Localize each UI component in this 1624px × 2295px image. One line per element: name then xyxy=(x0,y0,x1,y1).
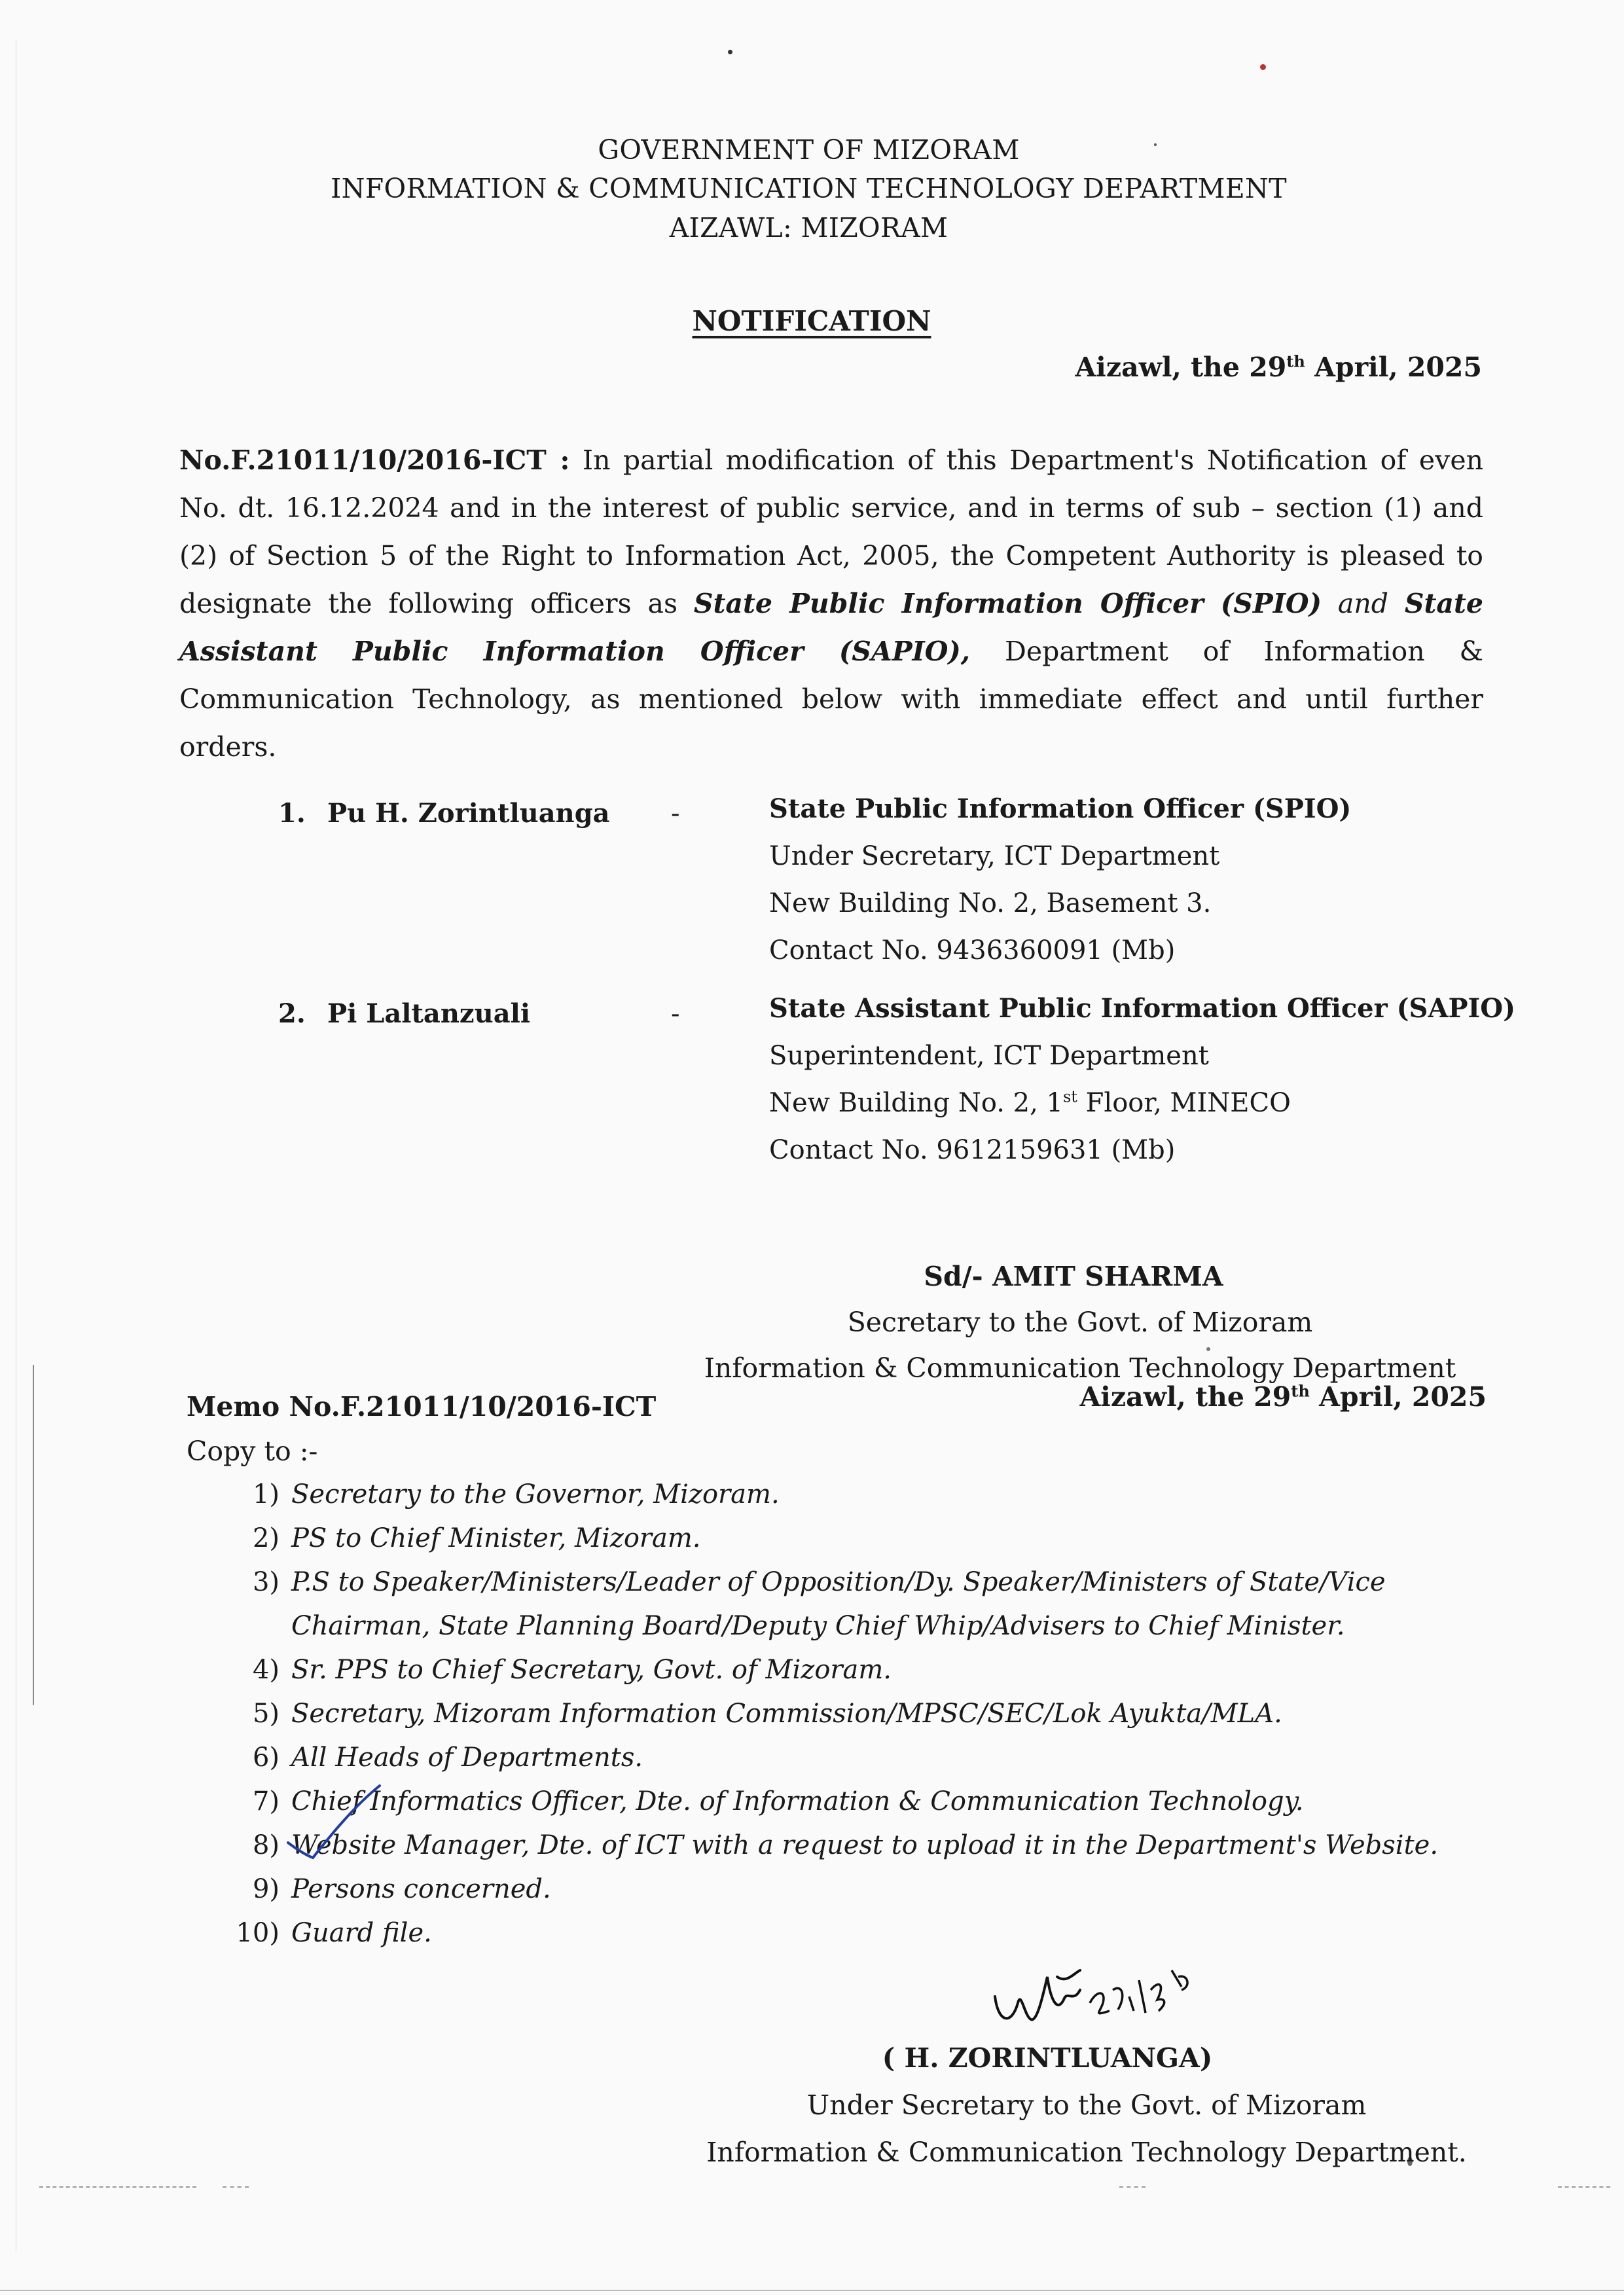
officer-1-designation: Under Secretary, ICT Department xyxy=(769,841,1220,871)
officer-2-contact: Contact No. 9612159631 (Mb) xyxy=(769,1135,1176,1165)
undersigned-dept: Information & Communication Technology Department. xyxy=(706,2137,1467,2168)
list-item: 2) PS to Chief Minister, Mizoram. xyxy=(252,1523,701,1553)
copy-to-label: Copy to :- xyxy=(187,1436,318,1467)
undersigned-title: Under Secretary to the Govt. of Mizoram xyxy=(806,2089,1367,2121)
officer-1-address: New Building No. 2, Basement 3. xyxy=(769,888,1212,918)
scan-edge-dash xyxy=(223,2186,249,2188)
officer-1-number: 1. xyxy=(278,798,306,829)
officer-2-role: State Assistant Public Information Officer (SAPIO) xyxy=(769,993,1516,1024)
memo-reference: Memo No.F.21011/10/2016-ICT xyxy=(187,1391,657,1422)
officer-2-details xyxy=(769,985,1515,1174)
signatory-block xyxy=(668,1254,1492,1391)
reference-number: No.F.21011/10/2016-ICT : xyxy=(179,444,570,476)
list-item: 1) Secretary to the Governor, Mizoram. xyxy=(252,1479,780,1509)
officer-2-name: Pi Laltanzuali xyxy=(327,998,531,1029)
scan-edge-dash xyxy=(39,2186,196,2188)
memo-date: Aizawl, the 29th April, 2025 xyxy=(1079,1381,1487,1413)
officer-2-number: 2. xyxy=(278,998,306,1029)
scan-speck xyxy=(1260,64,1266,70)
undersigned-block xyxy=(668,2034,1506,2176)
list-item: 5) Secretary, Mizoram Information Commission/MPSC/SEC/Lok Ayukta/MLA. xyxy=(252,1699,1282,1729)
officer-2-address: New Building No. 2, 1st Floor, MINECO xyxy=(769,1087,1291,1118)
signature-scribble xyxy=(982,1951,1244,2036)
signatory-name: Sd/- AMIT SHARMA xyxy=(924,1261,1223,1292)
letterhead-line-2: INFORMATION & COMMUNICATION TECHNOLOGY DEPARTMENT xyxy=(331,173,1287,205)
officer-1-contact: Contact No. 9436360091 (Mb) xyxy=(769,935,1176,966)
list-item: 9) Persons concerned. xyxy=(252,1874,551,1904)
handwritten-signature xyxy=(982,1951,1244,2036)
scan-edge-dash xyxy=(1558,2186,1610,2188)
list-item: 3) P.S to Speaker/Ministers/Leader of Opposition/Dy. Speaker/Ministers of State/Vice xyxy=(252,1567,1386,1597)
officer-1-name: Pu H. Zorintluanga xyxy=(327,798,610,829)
margin-line xyxy=(33,1365,34,1705)
list-item: 7) Chief Informatics Officer, Dte. of Information & Communication Technology. xyxy=(252,1786,1304,1816)
scan-speck xyxy=(728,50,732,54)
pen-tick-mark xyxy=(281,1780,386,1866)
notification-date: Aizawl, the 29th April, 2025 xyxy=(1075,352,1482,383)
notification-body: No.F.21011/10/2016-ICT : In partial modification of this Department's Notification of even No. dt. 16.12.2024 and in the interest of public service, and in terms of sub – section (1) and (2) of Section 5 of the Right to Information Act, 2005, the Competent Authority is pleased to designate the following officers as State Public Information Officer (SPIO) and State Assistant Public Information Officer (SAPIO), Department of Information & Communication Technology, as mentioned below with immediate effect and until further orders. xyxy=(179,444,1483,763)
officer-2-designation: Superintendent, ICT Department xyxy=(769,1041,1209,1071)
letterhead-line-3: AIZAWL: MIZORAM xyxy=(669,211,948,244)
scan-bottom-edge xyxy=(0,2290,1624,2291)
letterhead-line-1: GOVERNMENT OF MIZORAM xyxy=(598,134,1020,166)
scan-edge-dash xyxy=(1119,2186,1146,2188)
officer-1-dash: - xyxy=(671,799,680,829)
undersigned-name: ( H. ZORINTLUANGA) xyxy=(882,2042,1213,2074)
copy-list xyxy=(232,1473,1542,1955)
list-item-continuation: Chairman, State Planning Board/Deputy Chief Whip/Advisers to Chief Minister. xyxy=(291,1611,1345,1641)
officer-1-details xyxy=(769,786,1351,974)
list-item: 6) All Heads of Departments. xyxy=(252,1743,643,1773)
list-item: 10) Guard file. xyxy=(236,1918,432,1948)
letterhead xyxy=(0,131,1624,247)
signatory-title: Secretary to the Govt. of Mizoram xyxy=(847,1307,1313,1338)
list-item: 8) Website Manager, Dte. of ICT with a request to upload it in the Department's Website. xyxy=(252,1830,1439,1860)
officer-1-role: State Public Information Officer (SPIO) xyxy=(769,793,1352,824)
notification-title: NOTIFICATION xyxy=(692,305,931,337)
officer-2-dash: - xyxy=(671,999,680,1029)
list-item: 4) Sr. PPS to Chief Secretary, Govt. of Mizoram. xyxy=(252,1655,892,1685)
signatory-dept: Information & Communication Technology Department xyxy=(704,1352,1456,1384)
